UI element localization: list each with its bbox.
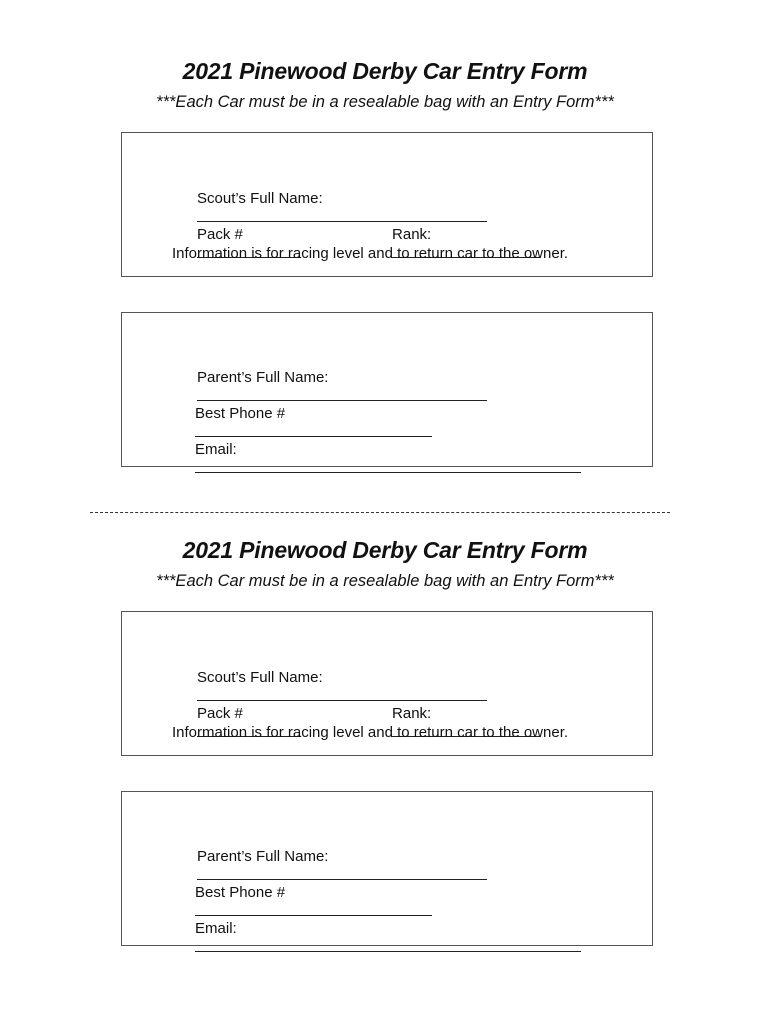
rank-row (367, 209, 540, 279)
scout-name-label: Scout’s Full Name: (197, 669, 323, 686)
scout-info-box (121, 611, 653, 756)
form-title: 2021 Pinewood Derby Car Entry Form (182, 58, 588, 84)
parent-info-box (121, 791, 653, 946)
parent-info-box (121, 312, 653, 467)
pack-row (172, 688, 301, 758)
email-row (170, 424, 581, 494)
info-text: Information is for racing level and to return car to the owner. (172, 724, 569, 741)
rank-row (367, 688, 540, 758)
scout-name-label: Scout’s Full Name: (197, 190, 323, 207)
form-title: 2021 Pinewood Derby Car Entry Form (182, 537, 588, 563)
pack-row (172, 209, 301, 279)
cut-line-divider (90, 512, 670, 513)
form-subtitle: ***Each Car must be in a resealable bag with an Entry Form*** (156, 93, 614, 111)
email-label: Email: (195, 441, 237, 458)
rank-label: Rank: (392, 705, 432, 722)
parent-name-label: Parent’s Full Name: (197, 369, 329, 386)
email-field[interactable] (195, 458, 581, 473)
form-subtitle: ***Each Car must be in a resealable bag with an Entry Form*** (156, 572, 614, 590)
phone-label: Best Phone # (195, 884, 286, 901)
email-field[interactable] (195, 937, 581, 952)
pack-label: Pack # (197, 705, 243, 722)
phone-label: Best Phone # (195, 405, 286, 422)
email-label: Email: (195, 920, 237, 937)
scout-info-box (121, 132, 653, 277)
email-row (170, 903, 581, 973)
parent-name-label: Parent’s Full Name: (197, 848, 329, 865)
info-text: Information is for racing level and to return car to the owner. (172, 245, 569, 262)
pack-label: Pack # (197, 226, 243, 243)
rank-label: Rank: (392, 226, 432, 243)
